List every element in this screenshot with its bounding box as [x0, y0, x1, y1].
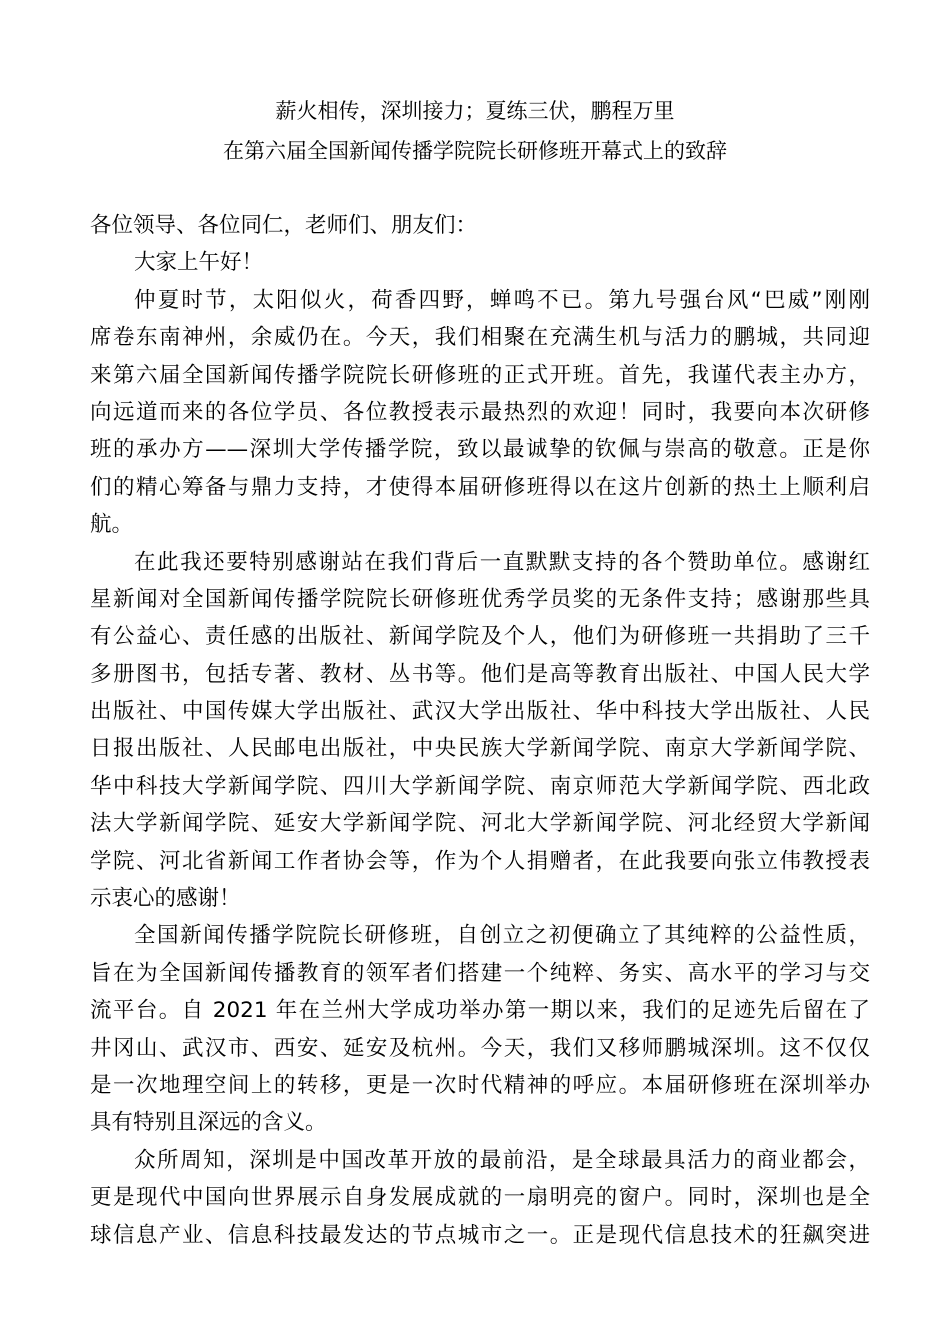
text-line: 席卷东南神州，余威仍在。今天，我们相聚在充满生机与活力的鹏城，共同迎 [90, 325, 870, 351]
text-line: 众所周知，深圳是中国改革开放的最前沿，是全球最具活力的商业都会， [134, 1147, 870, 1173]
text-line: 在此我还要特别感谢站在我们背后一直默默支持的各个赞助单位。感谢红 [134, 549, 870, 575]
text-line: 旨在为全国新闻传播教育的领军者们搭建一个纯粹、务实、高水平的学习与交 [90, 960, 870, 986]
text-line: 学院、河北省新闻工作者协会等，作为个人捐赠者，在此我要向张立伟教授表 [90, 848, 870, 874]
text-line: 仲夏时节，太阳似火，荷香四野，蝉鸣不已。第九号强台风“巴威”刚刚 [134, 287, 870, 313]
text-line: 日报出版社、人民邮电出版社，中央民族大学新闻学院、南京大学新闻学院、 [90, 736, 870, 762]
speech-body [90, 207, 870, 1254]
greeting: 大家上午好！ [134, 250, 264, 276]
text-line: 华中科技大学新闻学院、四川大学新闻学院、南京师范大学新闻学院、西北政 [90, 773, 870, 799]
text-line: 班的承办方——深圳大学传播学院，致以最诚挚的钦佩与崇高的敬意。正是你 [90, 437, 870, 463]
text-line: 们的精心筹备与鼎力支持，才使得本届研修班得以在这片创新的热土上顺利启 [90, 474, 870, 500]
text-line: 星新闻对全国新闻传播学院院长研修班优秀学员奖的无条件支持；感谢那些具 [90, 586, 870, 612]
text-line: 法大学新闻学院、延安大学新闻学院、河北大学新闻学院、河北经贸大学新闻 [90, 811, 870, 837]
document-subtitle: 在第六届全国新闻传播学院院长研修班开幕式上的致辞 [223, 139, 727, 163]
text-line: 球信息产业、信息科技最发达的节点城市之一。正是现代信息技术的狂飙突进 [90, 1222, 870, 1248]
text-line: 更是现代中国向世界展示自身发展成就的一扇明亮的窗户。同时，深圳也是全 [90, 1185, 870, 1211]
text-line: 示衷心的感谢！ [90, 886, 241, 912]
text-line: 向远道而来的各位学员、各位教授表示最热烈的欢迎！同时，我要向本次研修 [90, 399, 870, 425]
text-line: 流平台。自 2021 年在兰州大学成功举办第一期以来，我们的足迹先后留在了 [90, 998, 870, 1024]
document-title: 薪火相传，深圳接力；夏练三伏，鹏程万里 [275, 99, 675, 123]
text-line: 井冈山、武汉市、西安、延安及杭州。今天，我们又移师鹏城深圳。这不仅仅 [90, 1035, 870, 1061]
text-line: 出版社、中国传媒大学出版社、武汉大学出版社、华中科技大学出版社、人民 [90, 699, 870, 725]
text-line: 是一次地理空间上的转移，更是一次时代精神的呼应。本届研修班在深圳举办 [90, 1072, 870, 1098]
text-line: 多册图书，包括专著、教材、丛书等。他们是高等教育出版社、中国人民大学 [90, 661, 870, 687]
salutation: 各位领导、各位同仁，老师们、朋友们： [90, 213, 478, 238]
text-line: 来第六届全国新闻传播学院院长研修班的正式开班。首先，我谨代表主办方， [90, 362, 870, 388]
text-line: 航。 [90, 512, 134, 538]
text-line: 有公益心、责任感的出版社、新闻学院及个人，他们为研修班一共捐助了三千 [90, 624, 870, 650]
text-line: 全国新闻传播学院院长研修班，自创立之初便确立了其纯粹的公益性质， [134, 923, 870, 949]
text-line: 具有特别且深远的含义。 [90, 1110, 327, 1136]
